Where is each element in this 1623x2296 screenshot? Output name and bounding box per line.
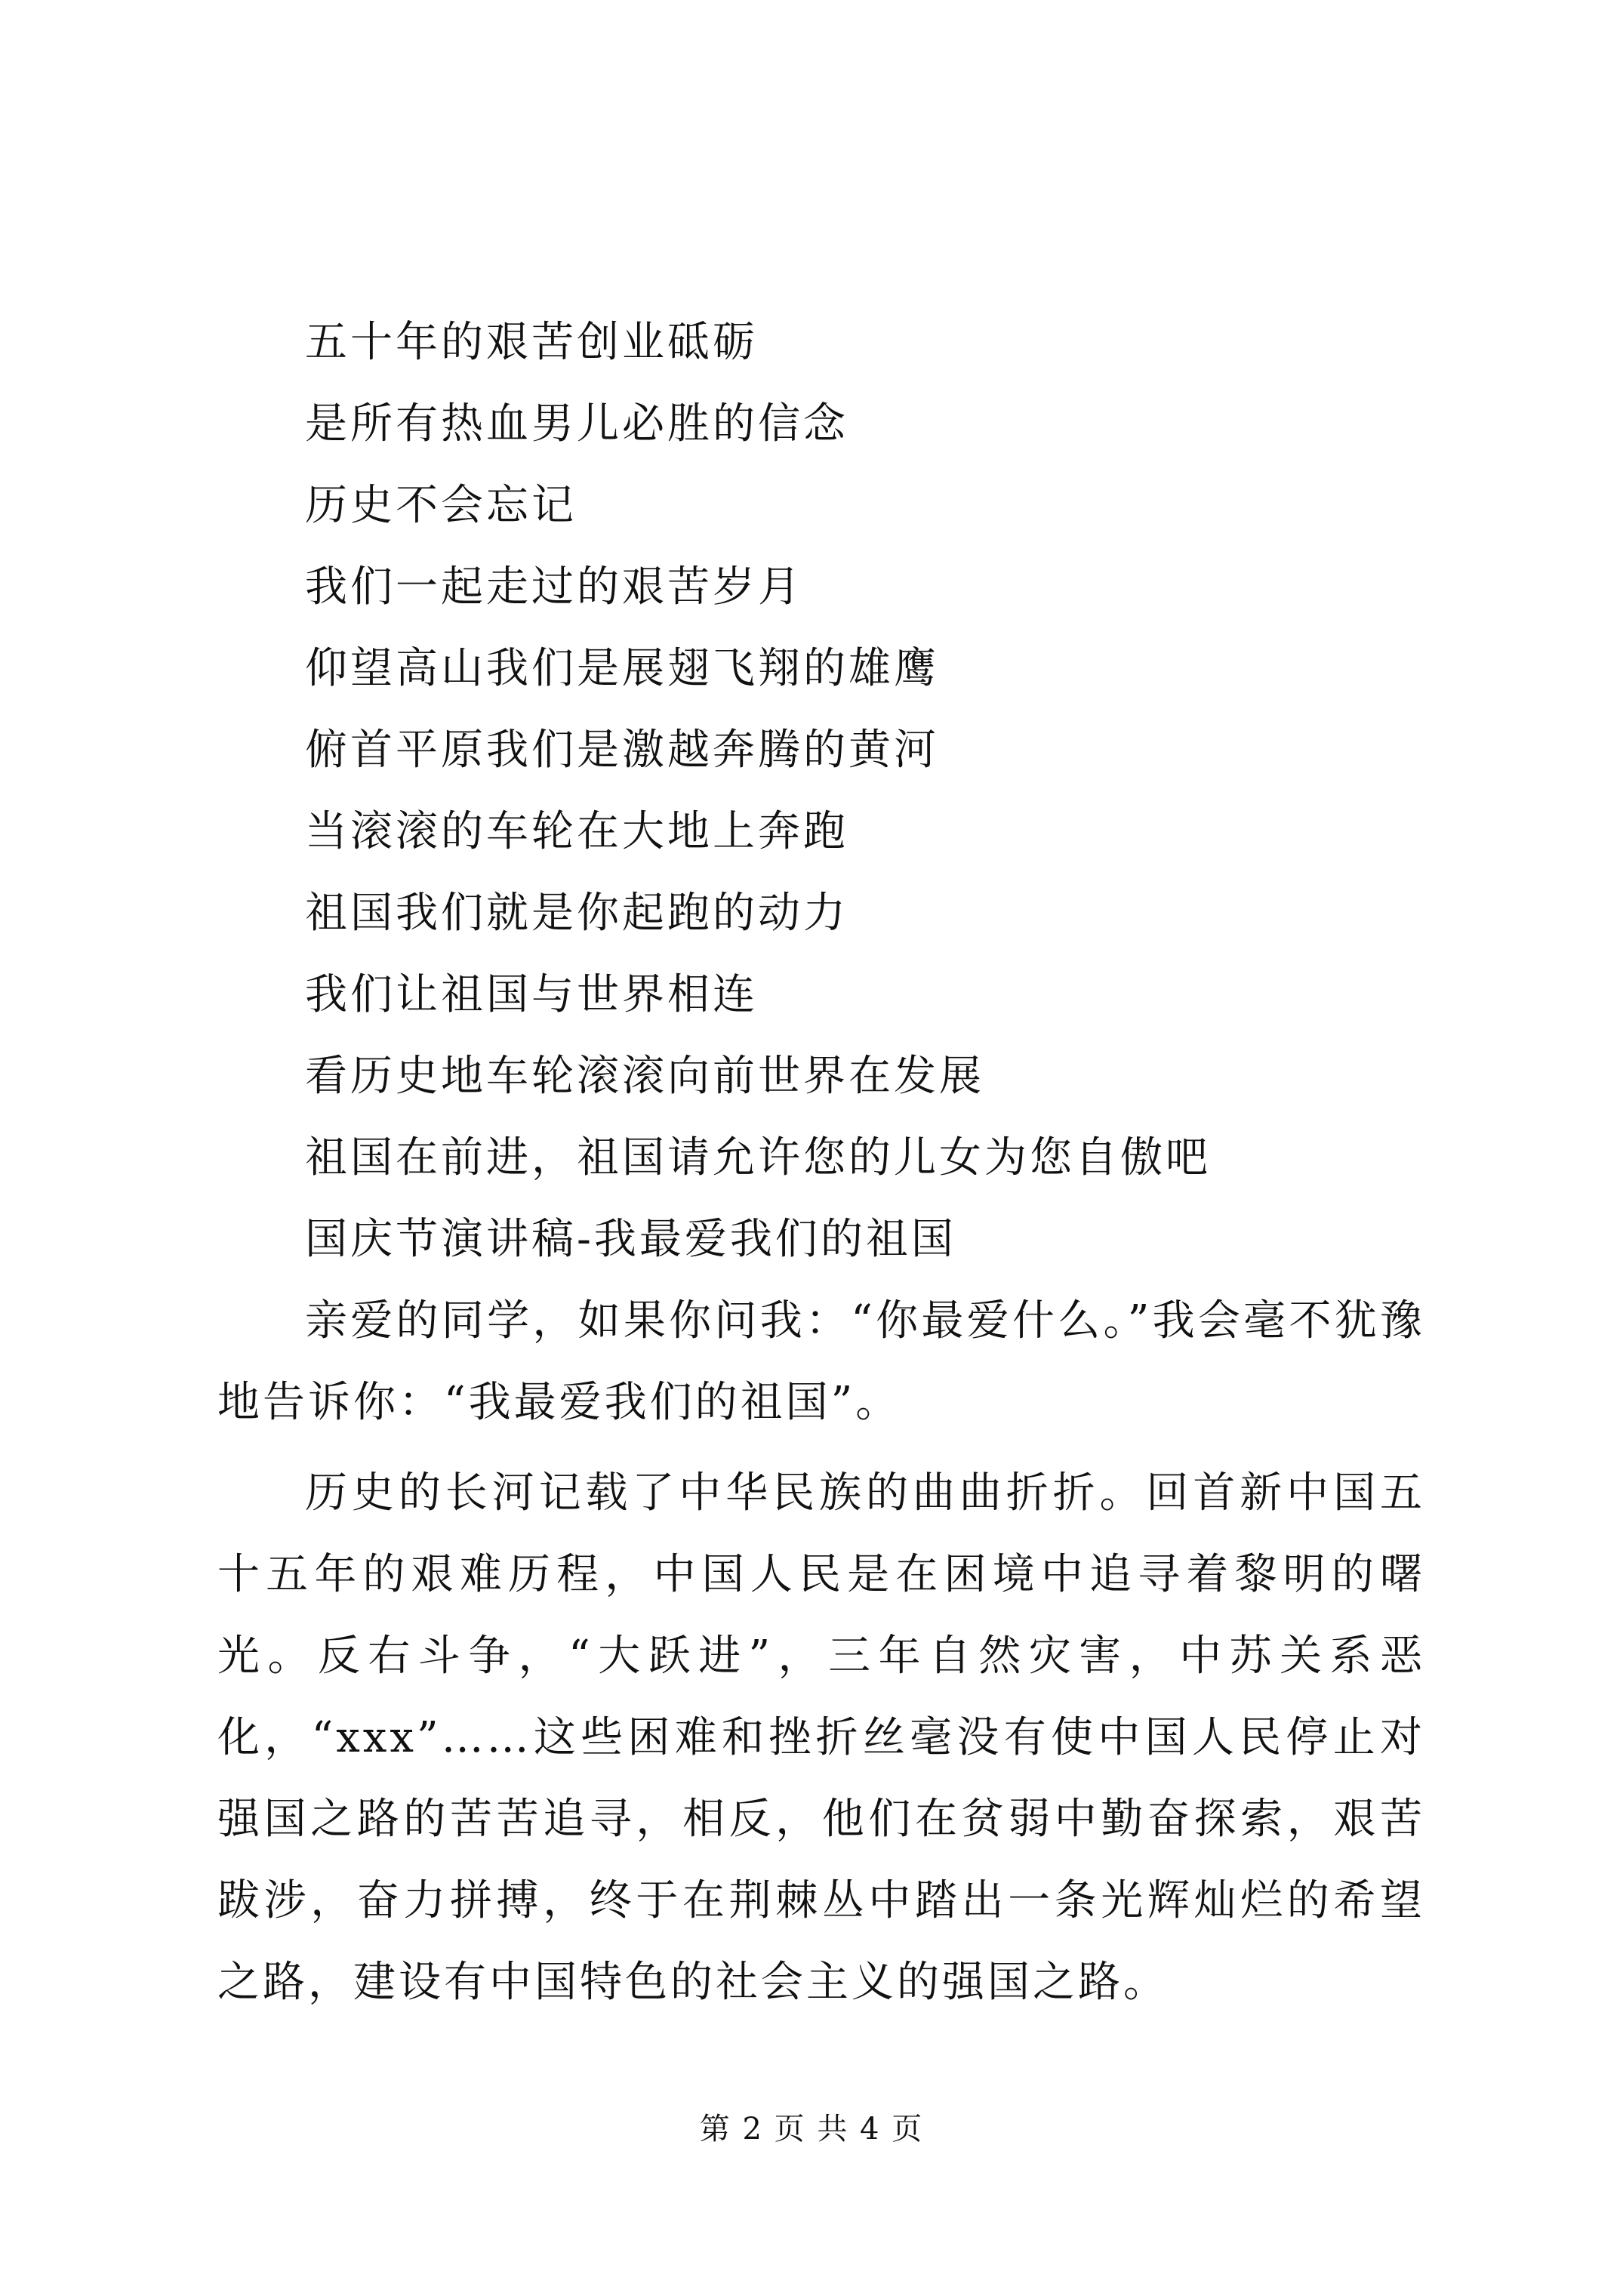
- poem-line: 仰望高山我们是展翅飞翔的雄鹰: [305, 644, 939, 693]
- poem-line: 俯首平原我们是激越奔腾的黄河: [305, 726, 939, 775]
- poem-line: 五十年的艰苦创业砥砺: [305, 318, 758, 367]
- poem-line: 是所有热血男儿必胜的信念: [305, 399, 848, 448]
- poem-line: 看历史地车轮滚滚向前世界在发展: [305, 1052, 984, 1101]
- poem-line: 我们让祖国与世界相连: [305, 970, 758, 1019]
- poem-line: 当滚滚的车轮在大地上奔跑: [305, 807, 848, 856]
- poem-line: 祖国在前进，祖国请允许您的儿女为您自傲吧: [305, 1133, 1211, 1182]
- page-number-footer: 第 2 页 共 4 页: [699, 2112, 924, 2147]
- poem-line: 历史不会忘记: [305, 481, 577, 530]
- poem-line: 祖国我们就是你起跑的动力: [305, 889, 848, 938]
- paragraph: 历史的长河记载了中华民族的曲曲折折。回首新中国五十五年的艰难历程，中国人民是在困境中追寻着黎明的曙光。反右斗争，“大跃进”，三年自然灾害，中苏关系恶化，“xxx”……这些困难和挫折丝毫没有使中国人民停止对强国之路的苦苦追寻，相反，他们在贫弱中勤奋探索，艰苦跋涉，奋力拼搏，终于在荆棘丛中踏出一条光辉灿烂的希望之路，建设有中国特色的社会主义的强国之路。: [217, 1469, 1425, 2007]
- paragraph: 亲爱的同学，如果你问我：“你最爱什么。”我会毫不犹豫地告诉你：“我最爱我们的祖国”。: [217, 1296, 1425, 1427]
- section-title: 国庆节演讲稿-我最爱我们的祖国: [305, 1215, 956, 1264]
- document-body: [217, 302, 1425, 2023]
- poem-line: 我们一起走过的艰苦岁月: [305, 562, 803, 612]
